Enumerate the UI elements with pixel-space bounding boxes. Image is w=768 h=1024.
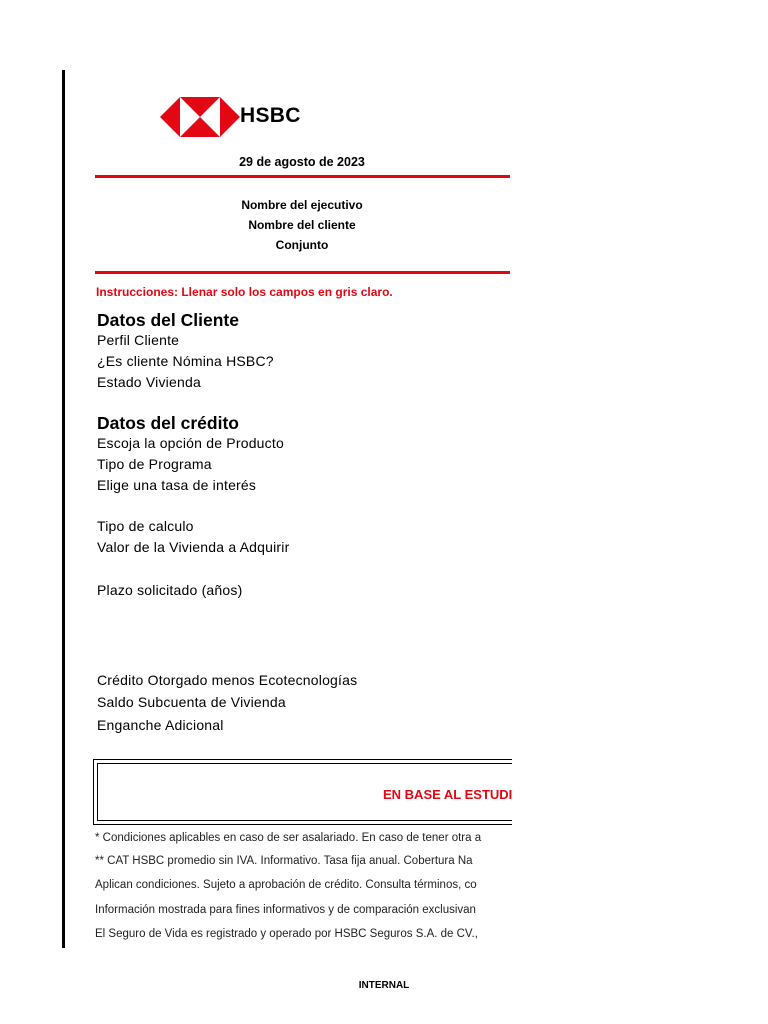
client-name: Nombre del cliente	[248, 218, 356, 232]
field-label-producto: Escoja la opción de Producto	[97, 435, 284, 451]
field-label-tasa-interes: Elige una tasa de interés	[97, 477, 257, 493]
footnote-5: El Seguro de Vida es registrado y operado por HSBC Seguros S.A. de CV.,	[95, 928, 478, 940]
study-banner-text: EN BASE AL ESTUDI	[383, 787, 512, 802]
footnote-2: ** CAT HSBC promedio sin IVA. Informativo. Tasa fija anual. Cobertura Na	[95, 855, 473, 867]
joint-label: Conjunto	[275, 238, 329, 252]
field-label-enganche: Enganche Adicional	[97, 717, 224, 733]
field-label-tipo-programa: Tipo de Programa	[97, 456, 212, 472]
client-section-title: Datos del Cliente	[97, 310, 239, 330]
field-label-plazo: Plazo solicitado (años)	[97, 582, 243, 598]
field-label-estado-vivienda: Estado Vivienda	[97, 374, 201, 390]
field-label-tipo-calculo: Tipo de calculo	[97, 518, 194, 534]
field-label-perfil-cliente: Perfil Cliente	[97, 332, 180, 348]
document-date: 29 de agosto de 2023	[239, 155, 365, 169]
field-label-saldo-subcuenta: Saldo Subcuenta de Vivienda	[97, 694, 286, 710]
classification-label: INTERNAL	[358, 980, 410, 991]
instructions-text: Instrucciones: Llenar solo los campos en gris claro.	[96, 285, 393, 299]
footnote-3: Aplican condiciones. Sujeto a aprobación de crédito. Consulta términos, co	[95, 879, 477, 891]
credit-section-title: Datos del crédito	[97, 413, 239, 433]
field-label-credito-otorgado: Crédito Otorgado menos Ecotecnologías	[97, 672, 358, 688]
brand-name: HSBC	[240, 104, 301, 127]
executive-name: Nombre del ejecutivo	[241, 198, 363, 212]
footnote-1: * Condiciones aplicables en caso de ser asalariado. En caso de tener otra a	[95, 832, 482, 844]
field-label-valor-vivienda: Valor de la Vivienda a Adquirir	[97, 539, 290, 555]
field-label-cliente-nomina: ¿Es cliente Nómina HSBC?	[97, 353, 274, 369]
footnote-4: Información mostrada para fines informativos y de comparación exclusivan	[95, 904, 476, 916]
